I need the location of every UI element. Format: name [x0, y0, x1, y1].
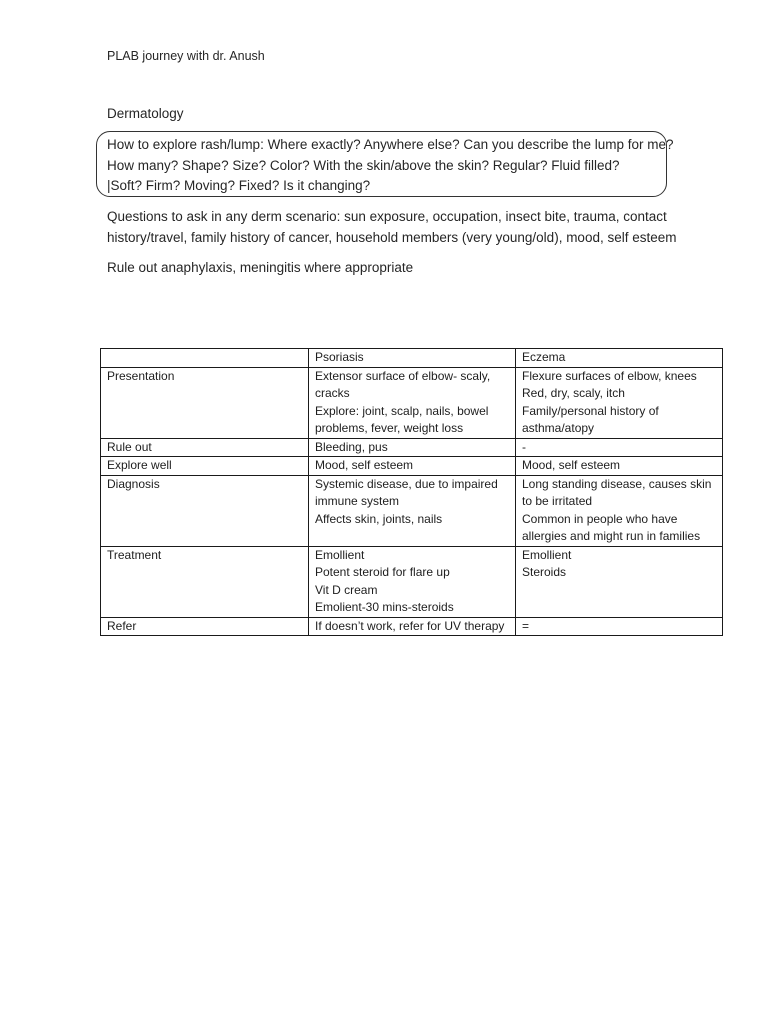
rash-question-line: How many? Shape? Size? Color? With the skin/above the skin? Regular? Fluid filled?	[107, 157, 620, 173]
cell-line: Systemic disease, due to impaired immune system	[315, 476, 498, 508]
eczema-presentation-cell	[516, 367, 723, 438]
cell-line: Emollient	[315, 547, 365, 562]
row-label-rule-out: Rule out	[101, 438, 309, 457]
comparison-table	[100, 348, 723, 636]
rule-out-note: Rule out anaphylaxis, meningitis where appropriate	[107, 260, 414, 275]
cell-line: Long standing disease, causes skin to be irritated	[522, 476, 712, 508]
table-row	[101, 438, 723, 457]
cell-line: Vit D cream	[315, 582, 378, 597]
cell-line: Bleeding, pus	[315, 439, 388, 454]
cell-line: -	[522, 439, 526, 454]
cell-line: Steroids	[522, 565, 567, 579]
table-header-row	[101, 349, 723, 368]
eczema-rule-out-cell	[516, 438, 723, 457]
eczema-diagnosis-cell	[516, 475, 723, 546]
psoriasis-explore-cell	[309, 457, 516, 476]
psoriasis-refer-cell	[309, 617, 516, 636]
psoriasis-presentation-cell	[309, 367, 516, 438]
row-label-explore-well: Explore well	[101, 457, 309, 476]
row-label-treatment: Treatment	[101, 546, 309, 617]
cell-line: Mood, self esteem	[522, 458, 621, 472]
table-header-psoriasis: Psoriasis	[309, 349, 516, 368]
row-label-refer: Refer	[101, 617, 309, 636]
section-title: Dermatology	[107, 106, 184, 121]
cell-line: Extensor surface of elbow- scaly, cracks	[315, 368, 491, 400]
cell-line: If doesn’t work, refer for UV therapy	[315, 618, 505, 633]
document-header: PLAB journey with dr. Anush	[107, 49, 265, 63]
row-label-diagnosis: Diagnosis	[101, 475, 309, 546]
table-header-cell	[101, 349, 309, 368]
row-label-presentation: Presentation	[101, 367, 309, 438]
derm-questions-line: Questions to ask in any derm scenario: sun exposure, occupation, insect bite, trauma, contact	[107, 209, 667, 224]
cell-line: Family/personal history of asthma/atopy	[522, 403, 659, 435]
eczema-treatment-cell	[516, 546, 723, 617]
cell-line: Potent steroid for flare up	[315, 565, 450, 579]
cell-line: Affects skin, joints, nails	[315, 511, 443, 526]
psoriasis-diagnosis-cell	[309, 475, 516, 546]
table-row	[101, 475, 723, 546]
table-row	[101, 546, 723, 617]
rash-questions-text	[107, 135, 674, 197]
psoriasis-rule-out-cell	[309, 438, 516, 457]
rash-question-line: How to explore rash/lump: Where exactly? Anywhere else? Can you describe the lump for me?	[107, 137, 674, 152]
cell-line: =	[522, 618, 530, 633]
derm-questions-paragraph	[107, 206, 677, 248]
derm-questions-line: history/travel, family history of cancer, household members (very young/old), mood, self esteem	[107, 230, 677, 245]
cell-line: Emolient-30 mins-steroids	[315, 600, 454, 614]
psoriasis-treatment-cell	[309, 546, 516, 617]
table-row	[101, 617, 723, 636]
cell-line: Emollient	[522, 547, 572, 562]
table-row	[101, 457, 723, 476]
table-header-eczema: Eczema	[516, 349, 723, 368]
table-row	[101, 367, 723, 438]
cell-line: Flexure surfaces of elbow, knees	[522, 368, 697, 383]
cell-line: Mood, self esteem	[315, 458, 414, 472]
rash-question-line: |Soft? Firm? Moving? Fixed? Is it changing?	[107, 178, 371, 193]
eczema-explore-cell	[516, 457, 723, 476]
cell-line: Red, dry, scaly, itch	[522, 386, 625, 400]
cell-line: Explore: joint, scalp, nails, bowel problems, fever, weight loss	[315, 403, 489, 435]
cell-line: Common in people who have allergies and might run in families	[522, 511, 701, 543]
eczema-refer-cell	[516, 617, 723, 636]
